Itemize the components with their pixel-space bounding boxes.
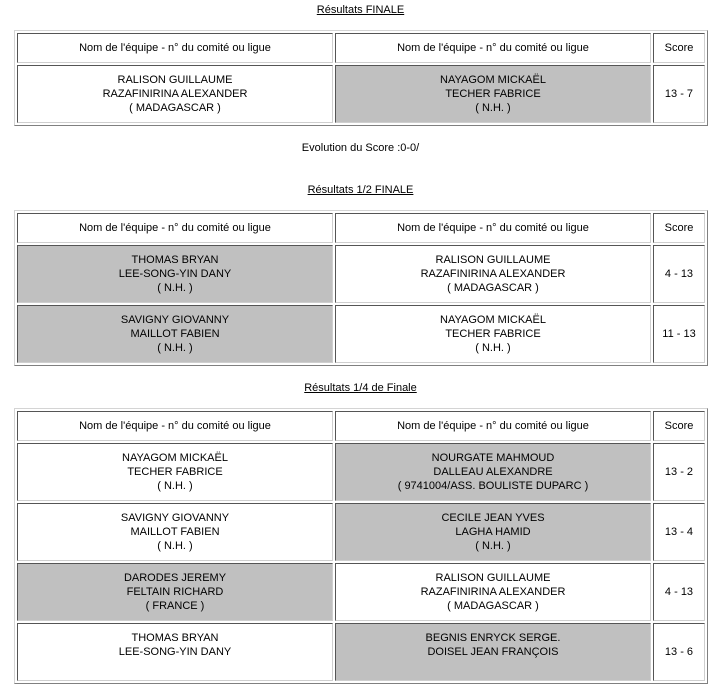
club: ( MADAGASCAR ) — [129, 102, 221, 114]
player2: RAZAFINIRINA ALEXANDER — [420, 268, 566, 280]
team2-cell — [335, 65, 651, 123]
round-title-quarterfinal — [0, 382, 713, 395]
player2: MAILLOT FABIEN — [130, 328, 220, 340]
club: ( MADAGASCAR ) — [447, 600, 539, 612]
team1-cell — [17, 563, 333, 621]
header-score: Score — [653, 213, 705, 243]
team1-cell — [17, 65, 333, 123]
club: ( N.H. ) — [475, 342, 511, 354]
score-cell: 13 - 6 — [653, 623, 705, 681]
team2-cell — [335, 563, 651, 621]
club: ( FRANCE ) — [145, 600, 205, 612]
header-team1: Nom de l'équipe - n° du comité ou ligue — [17, 213, 333, 243]
header-team1: Nom de l'équipe - n° du comité ou ligue — [17, 33, 333, 63]
player2: TECHER FABRICE — [445, 88, 541, 100]
player1: NAYAGOM MICKAËL — [440, 314, 546, 326]
player2: TECHER FABRICE — [127, 466, 223, 478]
round-title-text: Résultats 1/4 de Finale — [304, 382, 417, 394]
score-cell: 4 - 13 — [653, 563, 705, 621]
player2: MAILLOT FABIEN — [130, 526, 220, 538]
header-row — [17, 33, 705, 63]
player1: RALISON GUILLAUME — [435, 254, 551, 266]
header-row — [17, 411, 705, 441]
club: ( N.H. ) — [157, 282, 193, 294]
club — [336, 659, 650, 673]
round-title-semifinal — [0, 184, 713, 197]
score-cell: 4 - 13 — [653, 245, 705, 303]
club: ( N.H. ) — [157, 480, 193, 492]
team1-cell — [17, 503, 333, 561]
player2: TECHER FABRICE — [445, 328, 541, 340]
player1: NOURGATE MAHMOUD — [431, 452, 555, 464]
player1: CECILE JEAN YVES — [441, 512, 545, 524]
team1-cell — [17, 245, 333, 303]
club: ( N.H. ) — [475, 540, 511, 552]
header-team1: Nom de l'équipe - n° du comité ou ligue — [17, 411, 333, 441]
player1: THOMAS BRYAN — [131, 254, 219, 266]
player1: SAVIGNY GIOVANNY — [120, 512, 230, 524]
club: ( N.H. ) — [157, 540, 193, 552]
score-cell: 11 - 13 — [653, 305, 705, 363]
team2-cell — [335, 245, 651, 303]
club: ( MADAGASCAR ) — [447, 282, 539, 294]
player1: BEGNIS ENRYCK SERGE. — [425, 632, 561, 644]
club: ( N.H. ) — [475, 102, 511, 114]
player2: RAZAFINIRINA ALEXANDER — [420, 586, 566, 598]
club: ( N.H. ) — [157, 342, 193, 354]
team1-cell — [17, 305, 333, 363]
player1: NAYAGOM MICKAËL — [440, 74, 546, 86]
player1: THOMAS BRYAN — [131, 632, 219, 644]
player2: FELTAIN RICHARD — [126, 586, 224, 598]
team2-cell — [335, 305, 651, 363]
player1: SAVIGNY GIOVANNY — [120, 314, 230, 326]
player1: DARODES JEREMY — [123, 572, 227, 584]
header-team2: Nom de l'équipe - n° du comité ou ligue — [335, 33, 651, 63]
match-row — [17, 623, 705, 681]
player2: LEE-SONG-YIN DANY — [118, 646, 232, 658]
player1: RALISON GUILLAUME — [117, 74, 233, 86]
score-cell: 13 - 2 — [653, 443, 705, 501]
round-title-finale — [0, 4, 713, 17]
player2: LAGHA HAMID — [455, 526, 531, 538]
player1: RALISON GUILLAUME — [435, 572, 551, 584]
match-row — [17, 503, 705, 561]
team2-cell — [335, 443, 651, 501]
player2: DOISEL JEAN FRANÇOIS — [427, 646, 559, 658]
club: ( 9741004/ASS. BOULISTE DUPARC ) — [397, 480, 589, 492]
score-evolution: Evolution du Score :0-0/ — [301, 142, 420, 154]
team2-cell — [335, 503, 651, 561]
match-row — [17, 65, 705, 123]
results-table-finale — [14, 30, 708, 126]
round-title-text: Résultats 1/2 FINALE — [307, 184, 414, 196]
player1: NAYAGOM MICKAËL — [122, 452, 228, 464]
score-cell: 13 - 4 — [653, 503, 705, 561]
club — [18, 659, 332, 673]
round-title-text: Résultats FINALE — [316, 4, 405, 16]
header-team2: Nom de l'équipe - n° du comité ou ligue — [335, 411, 651, 441]
score-cell: 13 - 7 — [653, 65, 705, 123]
team1-cell — [17, 623, 333, 681]
header-row — [17, 213, 705, 243]
match-row — [17, 563, 705, 621]
match-row — [17, 305, 705, 363]
player2: LEE-SONG-YIN DANY — [118, 268, 232, 280]
header-team2: Nom de l'équipe - n° du comité ou ligue — [335, 213, 651, 243]
header-score: Score — [653, 33, 705, 63]
match-row — [17, 245, 705, 303]
player2: RAZAFINIRINA ALEXANDER — [102, 88, 248, 100]
match-row — [17, 443, 705, 501]
header-score: Score — [653, 411, 705, 441]
team1-cell — [17, 443, 333, 501]
player2: DALLEAU ALEXANDRE — [433, 466, 553, 478]
results-table-quarterfinal — [14, 408, 708, 684]
team2-cell — [335, 623, 651, 681]
results-table-semifinal — [14, 210, 708, 366]
